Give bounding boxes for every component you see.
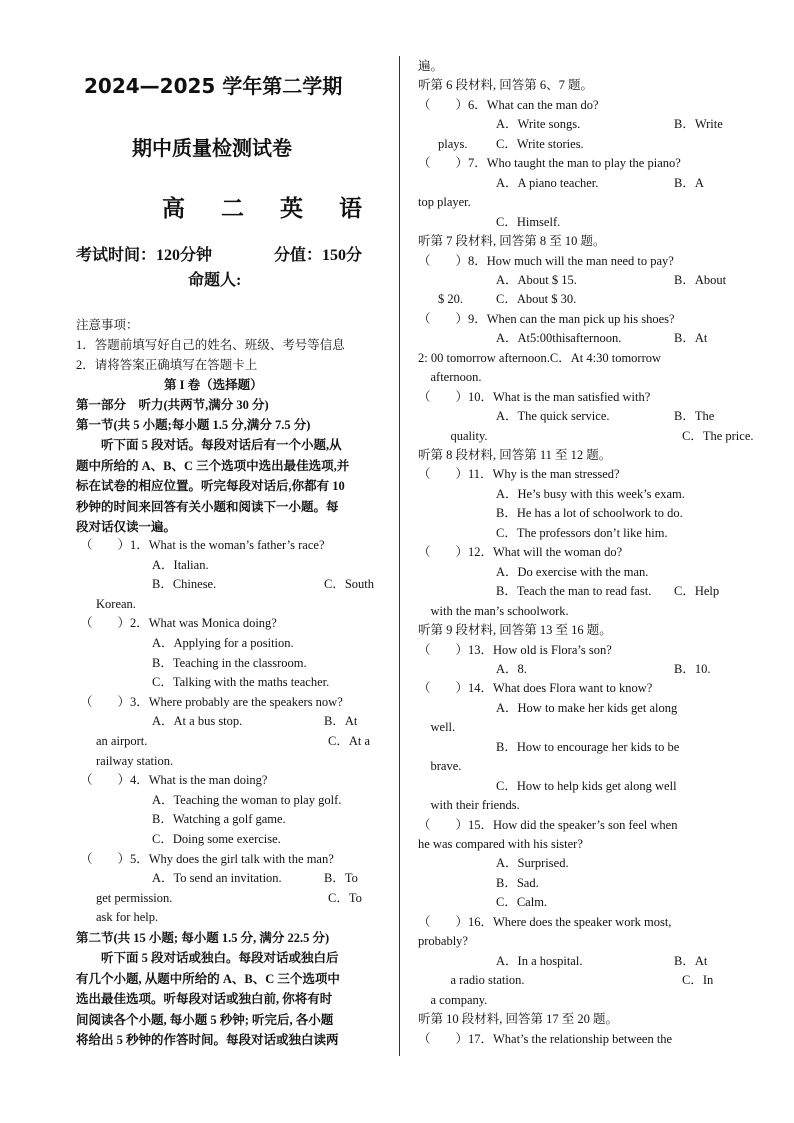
option-a: B．Chinese. (152, 577, 217, 592)
instruction-line: 听下面 5 段对话或独白。每段对话或独白后 (76, 951, 339, 965)
score-label: 分值：150分 (274, 247, 363, 264)
option-continuation: quality. (438, 428, 488, 443)
option-a: C．Talking with the maths teacher. (152, 675, 330, 690)
option-c: B．At (674, 953, 708, 968)
option-continuation: get permission. (96, 890, 173, 905)
question-stem: （ ）2．What was Monica doing? (80, 616, 277, 631)
question-line: （ ）9．When can the man pick up his shoes? (418, 311, 675, 326)
question-line: （ ）12．What will the woman do? (418, 545, 623, 560)
option-continuation: railway station. (96, 753, 174, 768)
question-line: 听第 10 段材料, 回答第 17 至 20 题。 (418, 1012, 619, 1027)
option-c: B．At (674, 331, 708, 346)
option-c: B．A (674, 175, 704, 190)
instruction-line: 间阅读各个小题, 每小题 5 秒钟; 听完后, 各小题 (76, 1012, 334, 1027)
option-c: B．10. (674, 661, 711, 676)
option-a: A．Surprised. (496, 856, 569, 871)
option-a: B．He has a lot of schoolwork to do. (496, 506, 683, 521)
notes-item-1: 1．答题前填写好自己的姓名、班级、考号等信息 (76, 338, 345, 352)
question-stem: （ ）1．What is the woman’s father’s race? (80, 538, 325, 552)
option-a: A．About $ 15. (496, 272, 577, 287)
option-c: B．About (674, 272, 727, 287)
question-line: 听第 7 段材料, 回答第 8 至 10 题。 (418, 234, 606, 249)
question-line: he was compared with his sister? (418, 837, 583, 851)
instruction-line: 标在试卷的相应位置。听完每段对话后,你都有 10 (76, 479, 345, 493)
question-line: 听第 9 段材料, 回答第 13 至 16 题。 (418, 623, 612, 638)
option-c: C．At a (328, 734, 371, 748)
part1-heading: 第一部分 听力(共两节,满分 30 分) (76, 398, 269, 412)
option-c: C．Write stories. (496, 136, 584, 151)
instruction-line: 秒钟的时间来回答有关小题和阅读下一小题。每 (76, 499, 339, 514)
question-line: （ ）14．What does Flora want to know? (418, 681, 653, 696)
option-a: A．Do exercise with the man. (496, 564, 649, 579)
option-continuation: a radio station. (438, 973, 525, 988)
option-continuation: $ 20. (438, 292, 463, 307)
author-label: 命题人: (188, 272, 242, 289)
option-c: B．The (674, 409, 715, 424)
option-a: C．The professors don’t like him. (496, 525, 668, 540)
option-continuation: ask for help. (96, 910, 159, 925)
option-a: A．At a bus stop. (152, 714, 243, 729)
option-a: A．How to make her kids get along (496, 700, 678, 715)
option-c: C．South (324, 577, 375, 592)
option-continuation: an airport. (96, 734, 148, 748)
option-a: A．At5:00thisafternoon. (496, 331, 622, 346)
option-a: B．Watching a golf game. (152, 812, 286, 827)
instruction-line: 将给出 5 秒钟的作答时间。每段对话或独白读两 (76, 1033, 339, 1047)
exam-title-line2: 期中质量检测试卷 (132, 136, 292, 160)
question-stem: （ ）4．What is the man doing? (80, 773, 268, 788)
option-continuation: Korean. (96, 596, 136, 611)
question-line: （ ）15．How did the speaker’s son feel when (418, 817, 678, 832)
option-a: B．How to encourage her kids to be (496, 739, 680, 754)
question-line: 听第 8 段材料, 回答第 11 至 12 题。 (418, 448, 612, 462)
option-c: C．The price. (682, 428, 754, 443)
question-line: 遍。 (418, 59, 444, 73)
option-a: A．Italian. (152, 557, 209, 572)
option-a: B．Teaching in the classroom. (152, 655, 307, 670)
option-a: A．He’s busy with this week’s exam. (496, 486, 685, 501)
option-c: C．To (328, 890, 362, 905)
column-divider (399, 56, 400, 1056)
question-line: afternoon. (418, 370, 482, 385)
option-a: A．To send an invitation. (152, 871, 282, 886)
section1-heading: 第一节(共 5 小题;每小题 1.5 分,满分 7.5 分) (76, 418, 311, 432)
question-stem: （ ）5．Why does the girl talk with the man? (80, 851, 334, 866)
option-a: A．Teaching the woman to play golf. (152, 792, 342, 807)
option-a: B．Sad. (496, 875, 539, 890)
option-a: B．Teach the man to read fast. (496, 584, 652, 599)
question-line: top player. (418, 195, 471, 210)
time-label: 考试时间：120分钟 (76, 247, 213, 264)
option-a: C．Doing some exercise. (152, 832, 281, 846)
question-line: a company. (418, 992, 488, 1007)
option-a: C．Calm. (496, 895, 548, 910)
option-c: B．Write (674, 117, 723, 132)
option-a: C．How to help kids get along well (496, 778, 677, 793)
option-a: A．The quick service. (496, 409, 610, 424)
question-line: （ ）17．What’s the relationship between the (418, 1031, 673, 1046)
option-c: B．To (324, 871, 358, 886)
option-a: A．8. (496, 661, 527, 676)
instruction-line: 听下面 5 段对话。每段对话后有一个小题,从 (76, 438, 342, 452)
question-line: （ ）8．How much will the man need to pay? (418, 253, 674, 268)
question-line: with the man’s schoolwork. (418, 603, 569, 618)
question-line: （ ）16．Where does the speaker work most, (418, 914, 672, 929)
option-a: C．Himself. (496, 214, 561, 229)
question-line: （ ）10．What is the man satisfied with? (418, 389, 651, 404)
question-line: （ ）6．What can the man do? (418, 97, 599, 112)
exam-title-line1: 2024—2025 学年第二学期 (84, 74, 343, 98)
question-line: 听第 6 段材料, 回答第 6、7 题。 (418, 78, 594, 93)
section2-heading: 第二节(共 15 小题; 每小题 1.5 分, 满分 22.5 分) (76, 931, 330, 945)
option-continuation: plays. (438, 136, 468, 151)
volume-heading: 第 I 卷（选择题） (164, 378, 263, 392)
option-a: A．A piano teacher. (496, 175, 599, 190)
option-a: A．Write songs. (496, 117, 581, 132)
instruction-line: 题中所给的 A、B、C 三个选项中选出最佳选项,并 (76, 458, 350, 473)
notes-heading: 注意事项： (76, 318, 139, 332)
option-c: C．In (682, 973, 714, 988)
option-c: C．Help (674, 584, 720, 599)
subject-title: 高 二 英 语 (162, 196, 377, 222)
question-line: （ ）11．Why is the man stressed? (418, 467, 620, 482)
question-line: probably? (418, 934, 468, 949)
question-stem: （ ）3．Where probably are the speakers now? (80, 694, 343, 709)
instruction-line: 段对话仅读一遍。 (76, 520, 177, 534)
question-line: well. (418, 720, 456, 735)
question-line: brave. (418, 759, 462, 774)
option-c: B．At (324, 714, 358, 729)
question-line: （ ）13．How old is Flora’s son? (418, 642, 612, 657)
notes-item-2: 2．请将答案正确填写在答题卡上 (76, 358, 258, 372)
question-line: with their friends. (418, 798, 520, 813)
option-c: C．About $ 30. (496, 292, 577, 307)
question-line: （ ）7．Who taught the man to play the piano? (418, 156, 681, 171)
question-line: 2: 00 tomorrow afternoon.C．At 4:30 tomorrow (418, 350, 662, 365)
instruction-line: 选出最佳选项。听每段对话或独白前, 你将有时 (76, 992, 333, 1006)
option-a: A．In a hospital. (496, 953, 583, 968)
instruction-line: 有几个小题, 从题中所给的 A、B、C 三个选项中 (76, 971, 340, 986)
option-a: A．Applying for a position. (152, 636, 294, 650)
